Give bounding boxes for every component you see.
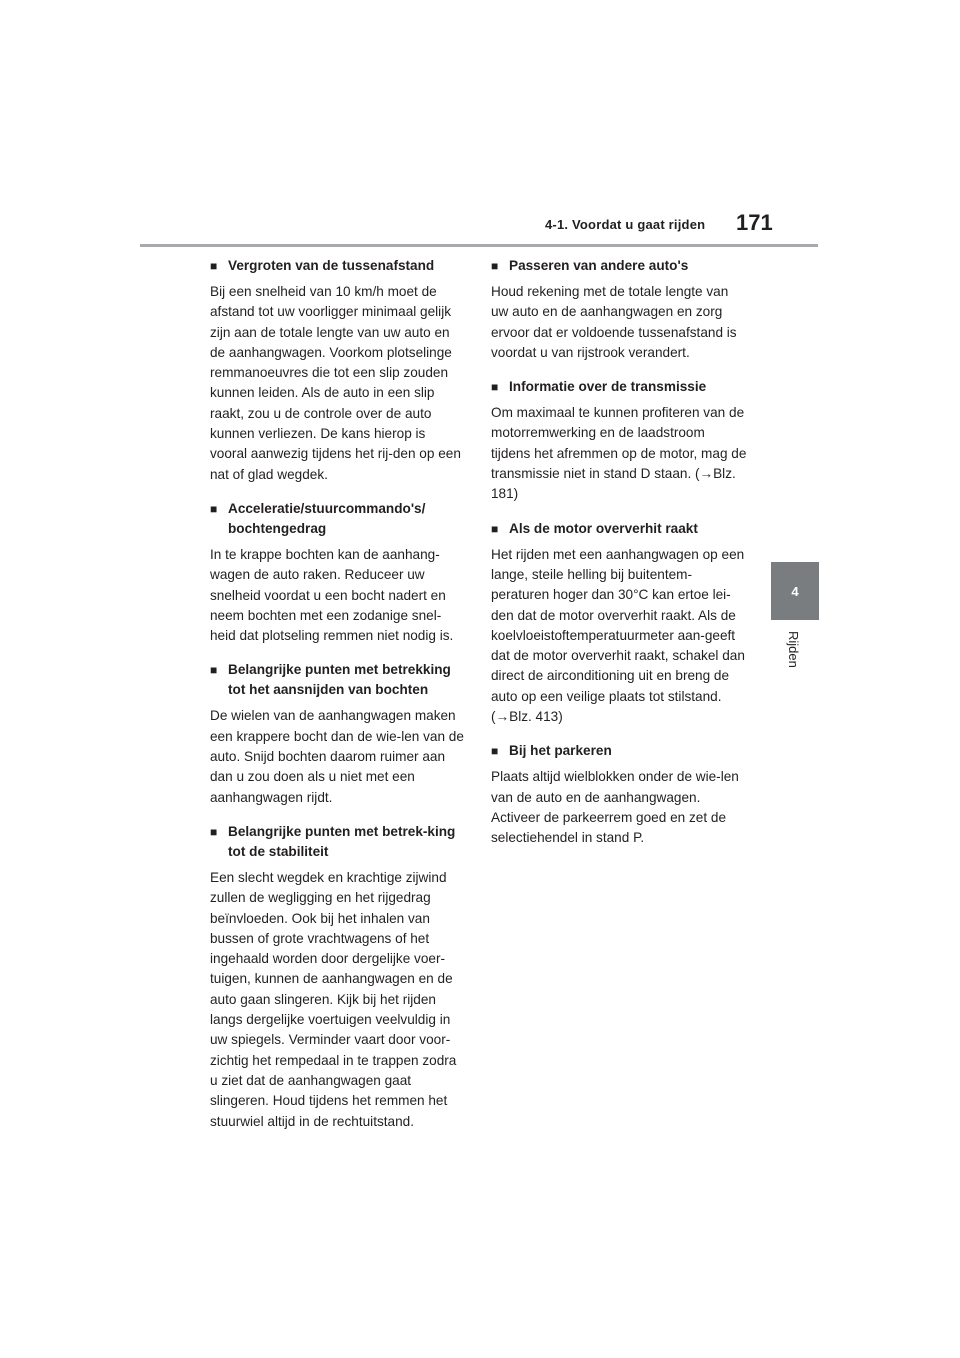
section-heading (491, 377, 747, 397)
section-text: In te krappe bochten kan de aanhang-wagen de auto raken. Reduceer uw snelheid voordat u een bocht nadert en neem bochten met een zodanige snel-heid dat plotseling remmen niet nodig is. (210, 546, 454, 644)
square-bullet-icon: ■ (210, 259, 218, 273)
section-trailing-distance (210, 256, 466, 485)
section-cornering (210, 660, 466, 807)
section-heading-text: Belangrijke punten met betrek-king tot de stabiliteit (228, 823, 456, 859)
section-heading (210, 499, 466, 539)
section-text: De wielen van de aanhangwagen maken een krappere bocht dan de wie-len van de auto. Snijd bochten daarom ruimer aan dan u zou doen als u niet met een aanhangwagen rijdt. (210, 708, 464, 805)
chapter-label: Rijden (786, 631, 801, 668)
section-passing (491, 256, 747, 363)
section-heading (210, 822, 466, 862)
section-heading-text: Informatie over de transmissie (509, 379, 707, 395)
section-heading (491, 741, 747, 761)
section-heading (491, 519, 747, 539)
section-acceleration-steering (210, 499, 466, 646)
section-text: Houd rekening met de totale lengte van uw auto en de aanhangwagen en zorg ervoor dat er voldoende tussenafstand is voordat u van rijstrook verandert. (491, 284, 737, 360)
square-bullet-icon: ■ (210, 824, 218, 839)
left-column (210, 256, 466, 1146)
chapter-number: 4 (791, 583, 799, 599)
section-title: 4-1. Voordat u gaat rijden (545, 217, 706, 232)
section-heading-text: Passeren van andere auto's (509, 258, 689, 273)
section-heading (210, 256, 466, 276)
section-heading-text: Bij het parkeren (509, 743, 612, 759)
section-stability (210, 822, 466, 1132)
header-divider (140, 244, 818, 247)
right-column (491, 256, 747, 863)
section-transmission (491, 377, 747, 504)
chapter-tab (771, 562, 819, 620)
section-text: Het rijden met een aanhangwagen op een lange, steile helling bij buitentem-peraturen hoger dan 30°C kan ertoe lei-den dat de motor oververhit raakt. Als de koelvloeistoftemperatuurmeter aan-geeft dat de motor oververhit raakt, schakel dan direct de airconditioning uit en breng de auto op een veilige plaats tot stilstand. (→Blz. 413) (491, 546, 745, 725)
section-overheating (491, 519, 747, 728)
section-heading-text: Acceleratie/stuurcommando's/ bochtengedrag (228, 500, 426, 536)
page-number: 171 (736, 210, 773, 235)
section-heading-text: Belangrijke punten met betrekking tot het aansnijden van bochten (228, 662, 451, 698)
section-text: Plaats altijd wielblokken onder de wie-len van de auto en de aanhangwagen. Activeer de parkeerrem goed en zet de selectiehendel in stand P. (491, 769, 739, 846)
square-bullet-icon: ■ (491, 259, 499, 273)
square-bullet-icon: ■ (491, 744, 499, 759)
square-bullet-icon: ■ (491, 521, 499, 536)
section-text: Bij een snelheid van 10 km/h moet de afstand tot uw voorligger minimaal gelijk zijn aan de totale lengte van uw auto en de aanhangwagen. Voorkom plotselinge remmanoeuvres die tot een slip zouden kunnen leiden. Als de auto in een slip raakt, zou u de controle over de auto kunnen verliezen. De kans hierop is vooral aanwezig tijdens het rij-den op een nat of glad wegdek. (210, 284, 461, 482)
section-parking (491, 741, 747, 848)
section-heading (210, 660, 466, 700)
section-text: Een slecht wegdek en krachtige zijwind zullen de wegligging en het rijgedrag beïnvloeden. Ook bij het inhalen van bussen of grote vrachtwagens of het ingehaald worden door dergelijke voer-tuigen, kunnen de aanhangwagen en de auto gaan slingeren. Kijk bij het rijden langs dergelijke voertuigen veelvuldig in uw spiegels. Verminder vaart door voor-zichtig het rempedaal in te trappen zodra u ziet dat de aanhangwagen gaat slingeren. Houd tijdens het remmen het stuurwiel altijd in de rechtuitstand. (210, 869, 457, 1129)
square-bullet-icon: ■ (210, 501, 218, 516)
section-heading-text: Als de motor oververhit raakt (509, 520, 698, 536)
square-bullet-icon: ■ (491, 380, 499, 395)
square-bullet-icon: ■ (210, 663, 218, 678)
section-heading-text: Vergroten van de tussenafstand (228, 258, 435, 273)
section-text: Om maximaal te kunnen profiteren van de motorremwerking en de laadstroom tijdens het afremmen op de motor, mag de transmissie niet in stand D staan. (→Blz. 181) (491, 405, 747, 502)
section-heading (491, 256, 747, 276)
